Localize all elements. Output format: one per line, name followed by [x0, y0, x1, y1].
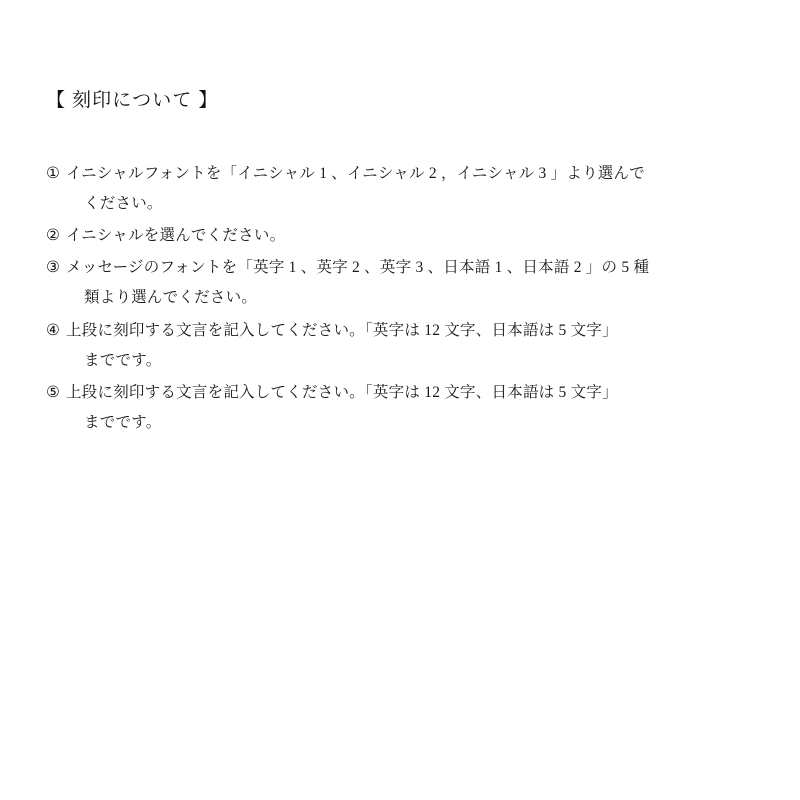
instruction-list — [46, 159, 752, 439]
list-item-marker: ① — [46, 164, 61, 182]
list-item-line: までです。 — [84, 414, 162, 432]
list-item-marker: ③ — [46, 259, 61, 277]
list-item-line: までです。 — [84, 351, 162, 369]
list-item-line: 類より選んでください。 — [84, 289, 258, 307]
list-item-text — [66, 221, 752, 251]
list-item — [46, 253, 752, 313]
list-item-text — [66, 253, 752, 313]
list-item — [46, 378, 752, 438]
list-item — [46, 159, 752, 219]
list-item-text — [66, 159, 752, 219]
list-item — [46, 221, 752, 251]
list-item-marker: ④ — [46, 321, 61, 339]
list-item — [46, 316, 752, 376]
list-item-marker: ② — [46, 227, 61, 245]
list-item-line: メッセージのフォントを「英字 1 、英字 2 、英字 3 、日本語 1 、日本語 2 」の 5 種 — [66, 259, 650, 277]
list-item-text — [66, 378, 752, 438]
list-item-line: イニシャルフォントを「イニシャル 1 、イニシャル 2 ，イニシャル 3 」より選んで — [66, 164, 646, 182]
list-item-line: 上段に刻印する文言を記入してください。「英字は 12 文字、日本語は 5 文字」 — [66, 384, 618, 402]
list-item-line: イニシャルを選んでください。 — [66, 227, 286, 245]
list-item-line: 上段に刻印する文言を記入してください。「英字は 12 文字、日本語は 5 文字」 — [66, 321, 618, 339]
page-title: 【 刻印について 】 — [46, 90, 219, 111]
list-item-marker: ⑤ — [46, 384, 61, 402]
list-item-text — [66, 316, 752, 376]
list-item-line: ください。 — [84, 194, 163, 212]
